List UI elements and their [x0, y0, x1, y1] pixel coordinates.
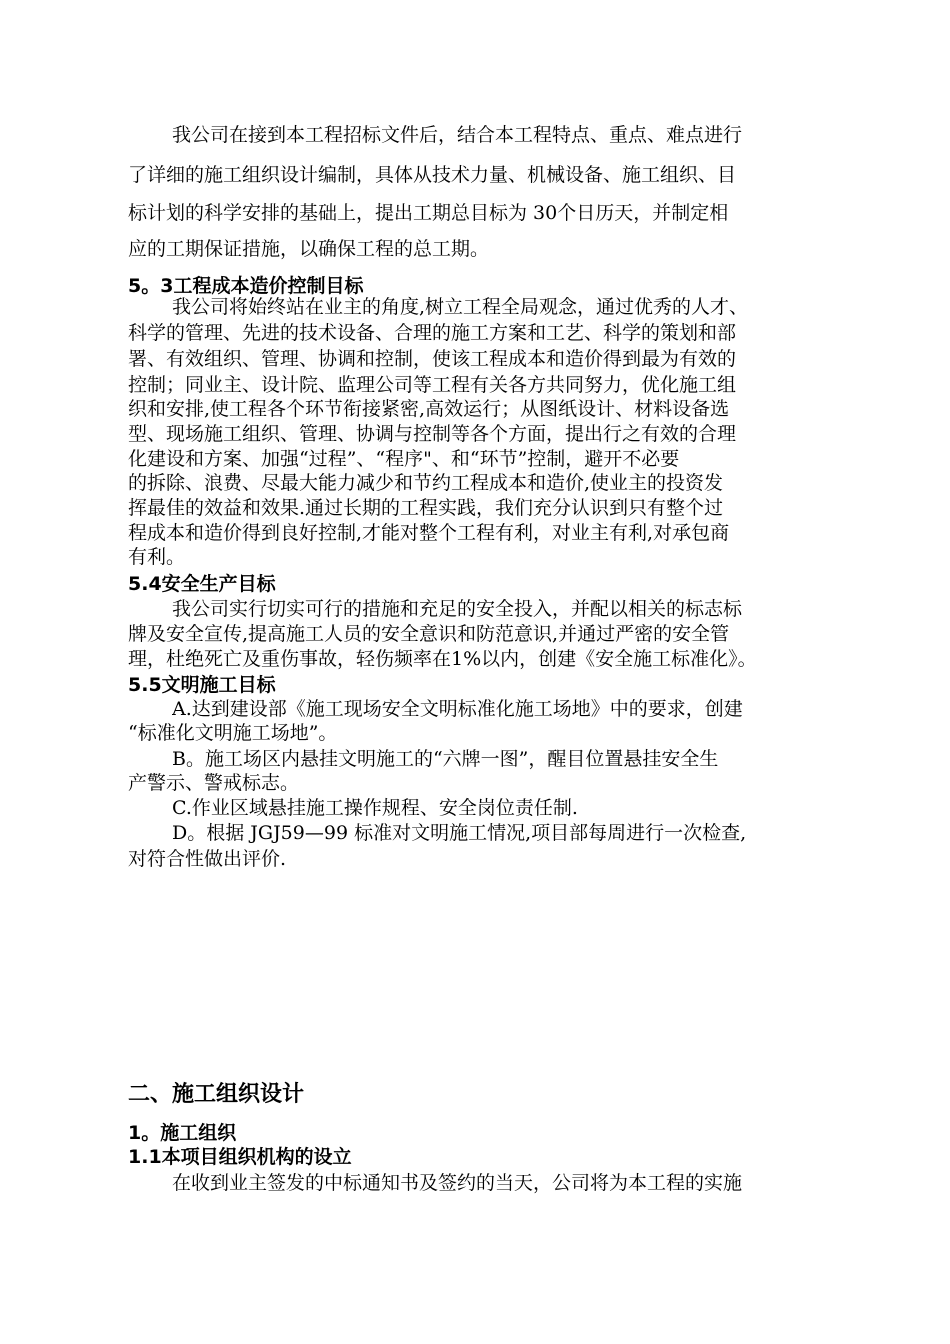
s53-line-2: 科学的管理、先进的技术设备、合理的施工方案和工艺、科学的策划和部: [128, 322, 737, 344]
s54-line-2: 牌及安全宣传,提高施工人员的安全意识和防范意识,并通过严密的安全管: [128, 623, 730, 645]
s53-line-9: 挥最佳的效益和效果.通过长期的工程实践，我们充分认识到只有整个过: [128, 497, 724, 519]
part2-line-1: 在收到业主签发的中标通知书及签约的当天，公司将为本工程的实施: [172, 1172, 743, 1194]
intro-line-4: 应的工期保证措施，以确保工程的总工期。: [128, 238, 490, 260]
s53-line-4: 控制；同业主、设计院、监理公司等工程有关各方共同努力，优化施工组: [128, 374, 737, 396]
section-heading-5-4: 5.4安全生产目标: [128, 573, 276, 595]
intro-line-3: 标计划的科学安排的基础上，提出工期总目标为 30个日历天，并制定相: [128, 202, 729, 224]
intro-line-2: 了详细的施工组织设计编制，具体从技术力量、机械设备、施工组织、目: [128, 164, 737, 186]
subheading-1: 1。施工组织: [128, 1122, 237, 1144]
s53-line-7: 化建设和方案、加强“过程”、“程序"、和“环节”控制，避开不必要: [128, 448, 680, 470]
s53-line-5: 织和安排,使工程各个环节衔接紧密,高效运行；从图纸设计、材料设备选: [128, 398, 730, 420]
s55-line-7: 对符合性做出评价.: [128, 848, 287, 870]
s55-line-5: C.作业区域悬挂施工操作规程、安全岗位责任制.: [172, 797, 578, 819]
s53-line-10: 程成本和造价得到良好控制,才能对整个工程有利，对业主有利,对承包商: [128, 522, 730, 544]
s55-line-4: 产警示、警戒标志。: [128, 772, 300, 794]
s55-line-2: “标准化文明施工场地”。: [128, 722, 338, 744]
s53-line-11: 有利。: [128, 546, 186, 568]
subheading-1-1: 1.1本项目组织机构的设立: [128, 1146, 352, 1168]
s53-line-8: 的拆除、浪费、尽最大能力减少和节约工程成本和造价,使业主的投资发: [128, 472, 724, 494]
s55-line-1: A.达到建设部《施工现场安全文明标准化施工场地》中的要求，创建: [172, 698, 743, 720]
intro-line-1: 我公司在接到本工程招标文件后，结合本工程特点、重点、难点进行: [172, 124, 743, 146]
s53-line-6: 型、现场施工组织、管理、协调与控制等各个方面，提出行之有效的合理: [128, 423, 737, 445]
section-heading-5-5: 5.5文明施工目标: [128, 674, 276, 696]
s54-line-3: 理，杜绝死亡及重伤事故，轻伤频率在1%以内，创建《安全施工标准化》。: [128, 648, 757, 670]
part-heading: 二、施工组织设计: [128, 1082, 305, 1107]
section-heading-5-3: 5。3工程成本造价控制目标: [128, 275, 364, 297]
s55-line-6: D。根据 JGJ59—99 标准对文明施工情况,项目部每周进行一次检查,: [172, 822, 747, 844]
s54-line-1: 我公司实行切实可行的措施和充足的安全投入，并配以相关的标志标: [172, 598, 743, 620]
s55-line-3: B。施工场区内悬挂文明施工的“六牌一图”，醒目位置悬挂安全生: [172, 748, 719, 770]
s53-line-1: 我公司将始终站在业主的角度,树立工程全局观念，通过优秀的人才、: [172, 296, 749, 318]
s53-line-3: 署、有效组织、管理、协调和控制，使该工程成本和造价得到最为有效的: [128, 348, 737, 370]
